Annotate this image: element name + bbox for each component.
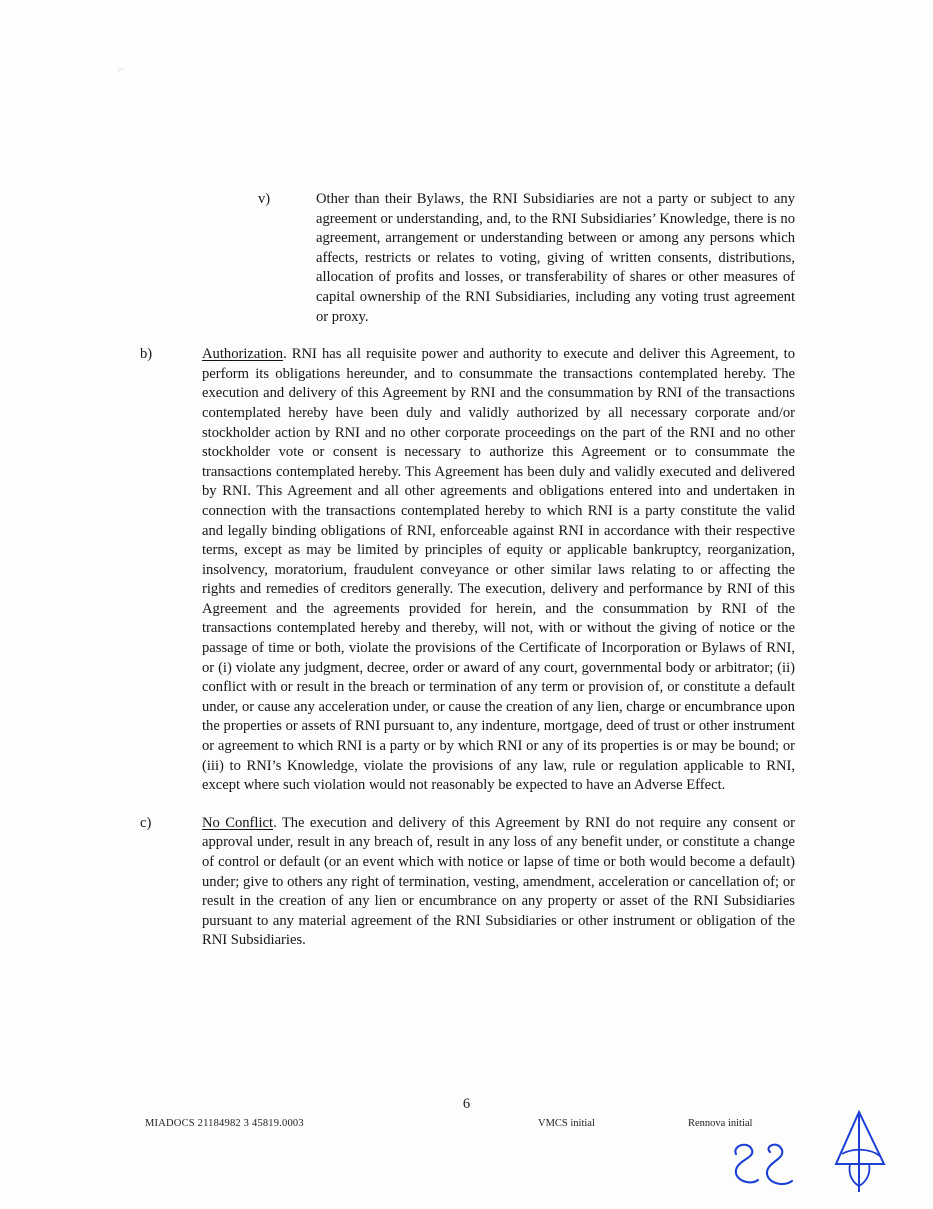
list-marker: b) [140, 346, 153, 363]
signature-mark-vmcs-icon [726, 1138, 806, 1200]
footer-initial-vmcs: VMCS initial [538, 1118, 595, 1129]
footer-initial-rennova: Rennova initial [688, 1118, 753, 1129]
footer-docket-id: MIADOCS 21184982 3 45819.0003 [145, 1118, 304, 1129]
paragraph-text [202, 345, 795, 796]
clause-body: . RNI has all requisite power and authority to execute and deliver this Agreement, to perform its obligations hereunder, and to consummate the transactions contemplated hereby. The execution and delivery of this Agreement by RNI and the consummation by RNI of the transactions contemplated hereby have been duly and validly authorized by all necessary corporate and/or stockholder action by RNI and no other corporate proceedings on the part of the RNI and no other stockholder vote or consent is necessary to authorize this Agreement or to consummate the transactions contemplated hereby. This Agreement has been duly and validly executed and delivered by RNI. This Agreement and all other agreements and obligations entered into and undertaken in connection with the transactions contemplated hereby to which RNI is a party constitute the valid and legally binding obligations of RNI, enforceable against RNI in accordance with their respective terms, except as may be limited by principles of equity or applicable bankruptcy, reorganization, insolvency, moratorium, fraudulent conveyance or other similar laws relating to or affecting the rights and remedies of creditors generally. The execution, delivery and performance by RNI of this Agreement and the agreements provided for herein, and the consummation by RNI of the transactions contemplated hereby and thereby, will not, with or without the giving of notice or the passage of time or both, violate the provisions of the Certificate of Incorporation or Bylaws of RNI, or (i) violate any judgment, decree, order or award of any court, governmental body or arbitrator; (ii) conflict with or result in the breach or termination of any term or provision of, or constitute a default under, or cause any acceleration under, or cause the creation of any lien, charge or encumbrance upon the properties or assets of RNI pursuant to, any indenture, mortgage, deed of trust or other instrument or agreement to which RNI is a party or by which RNI or any of its properties is or may be bound; or (iii) to RNI’s Knowledge, violate the provisions of any law, rule or regulation applicable to RNI, except where such violation would not reasonably be expected to have an Adverse Effect. [202, 346, 795, 794]
list-item [258, 190, 795, 327]
paragraph-text: Other than their Bylaws, the RNI Subsidiaries are not a party or subject to any agreement or understanding, and, to the RNI Subsidiaries’ Knowledge, there is no agreement, arrangement or understanding between or among any persons which affects, restricts or relates to voting, giving of written consents, distributions, allocation of profits and losses, or transferability of shares or other measures of capital ownership of the RNI Subsidiaries, including any voting trust agreement or proxy. [316, 191, 795, 325]
list-marker: v) [258, 191, 271, 207]
page-number: 6 [462, 1096, 471, 1112]
document-body [140, 190, 795, 969]
scan-artifact-mark: ⌐ [118, 62, 125, 76]
paragraph-text [202, 814, 795, 951]
list-marker: c) [140, 814, 152, 831]
clause-heading: Authorization [202, 346, 284, 363]
signature-mark-rennova-icon [826, 1108, 898, 1194]
clause-heading: No Conflict [202, 814, 274, 831]
clause-body: . The execution and delivery of this Agreement by RNI do not require any consent or approval under, result in any breach of, result in any loss of any benefit under, or constitute a change of control or default (or an event which with notice or lapse of time or both would become a default) under; give to others any right of termination, vesting, amendment, acceleration or cancellation of; or result in the creation of any lien or encumbrance on any property or asset of the RNI Subsidiaries pursuant to any material agreement of the RNI Subsidiaries or other instrument or obligation of the RNI Subsidiaries. [202, 814, 795, 949]
list-item [140, 814, 795, 951]
list-item [140, 345, 795, 796]
